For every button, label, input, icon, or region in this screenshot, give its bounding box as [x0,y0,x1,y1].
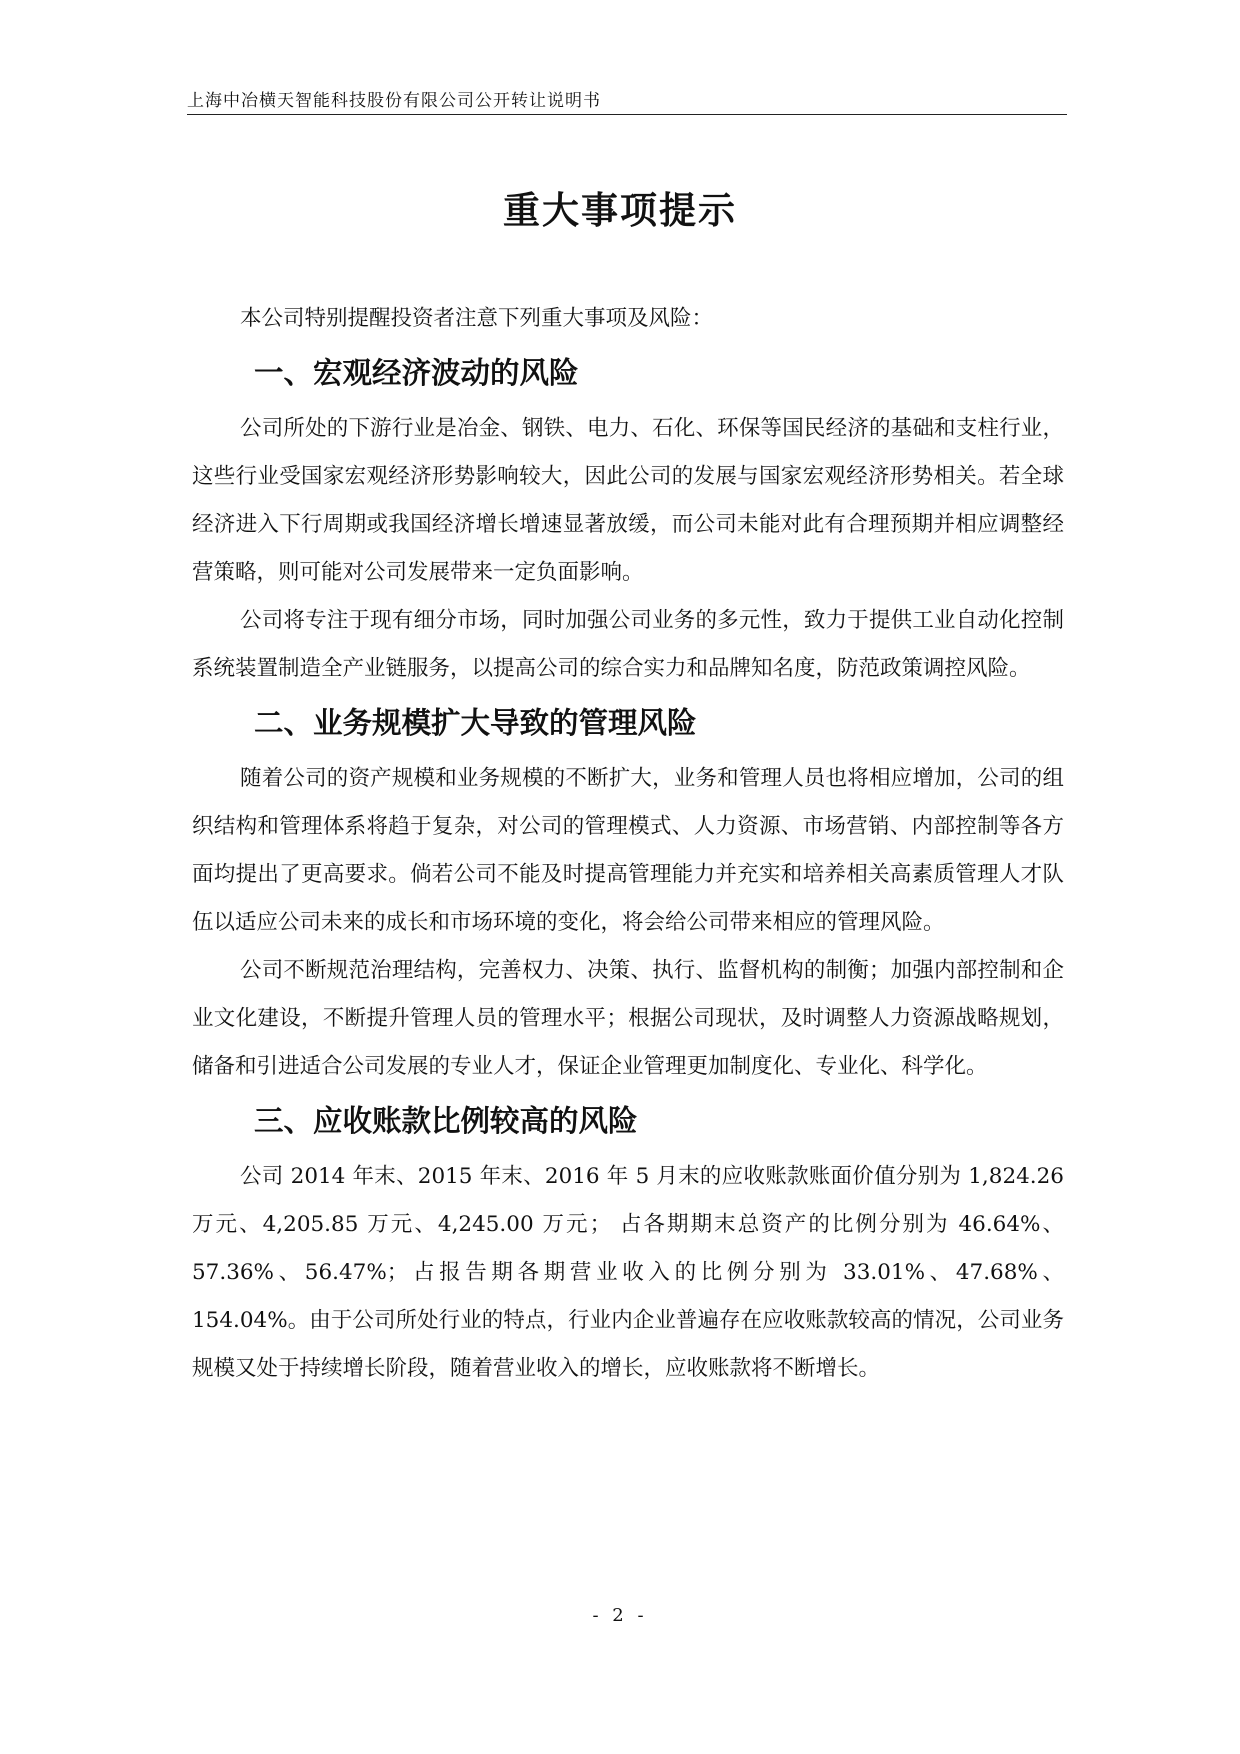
body-paragraph: 公司不断规范治理结构，完善权力、决策、执行、监督机构的制衡；加强内部控制和企业文化建设，不断提升管理人员的管理水平；根据公司现状，及时调整人力资源战略规划，储备和引进适合公司发展的专业人才，保证企业管理更加制度化、专业化、科学化。 [192,958,1064,1079]
section-heading: 一、宏观经济波动的风险 [254,356,579,390]
header-divider [187,114,1067,115]
page-title: 重大事项提示 [503,189,737,232]
section-receivables-risk [192,1099,1064,1393]
section-heading: 三、应收账款比例较高的风险 [254,1104,638,1138]
body-paragraph: 公司 2014 年末、2015 年末、2016 年 5 月末的应收账款账面价值分别为 1,824.26 万元、4,205.85 万元、4,245.00 万元； 占各期期末总资产的比例分别为 46.64%、57.36%、56.47%；占报告期各期营业收入的比例分别为 33.01%、47.68%、154.04%。由于公司所处行业的特点，行业内企业普遍存在应收账款较高的情况，公司业务规模又处于持续增长阶段，随着营业收入的增长，应收账款将不断增长。 [192,1164,1064,1381]
intro-paragraph: 本公司特别提醒投资者注意下列重大事项及风险： [240,306,714,331]
page-number: - 2 - [592,1605,648,1626]
body-paragraph: 随着公司的资产规模和业务规模的不断扩大，业务和管理人员也将相应增加，公司的组织结构和管理体系将趋于复杂，对公司的管理模式、人力资源、市场营销、内部控制等各方面均提出了更高要求。倘若公司不能及时提高管理能力并充实和培养相关高素质管理人才队伍以适应公司未来的成长和市场环境的变化，将会给公司带来相应的管理风险。 [192,766,1064,935]
body-paragraph: 公司将专注于现有细分市场，同时加强公司业务的多元性，致力于提供工业自动化控制系统装置制造全产业链服务，以提高公司的综合实力和品牌知名度，防范政策调控风险。 [192,608,1064,681]
section-macro-risk [192,351,1064,693]
document-body [192,295,1064,1393]
body-paragraph: 公司所处的下游行业是冶金、钢铁、电力、石化、环保等国民经济的基础和支柱行业，这些行业受国家宏观经济形势影响较大，因此公司的发展与国家宏观经济形势相关。若全球经济进入下行周期或我国经济增长增速显著放缓，而公司未能对此有合理预期并相应调整经营策略，则可能对公司发展带来一定负面影响。 [192,416,1064,585]
running-header: 上海中冶横天智能科技股份有限公司公开转让说明书 [187,91,601,111]
section-management-risk [192,701,1064,1091]
section-heading: 二、业务规模扩大导致的管理风险 [254,706,697,740]
